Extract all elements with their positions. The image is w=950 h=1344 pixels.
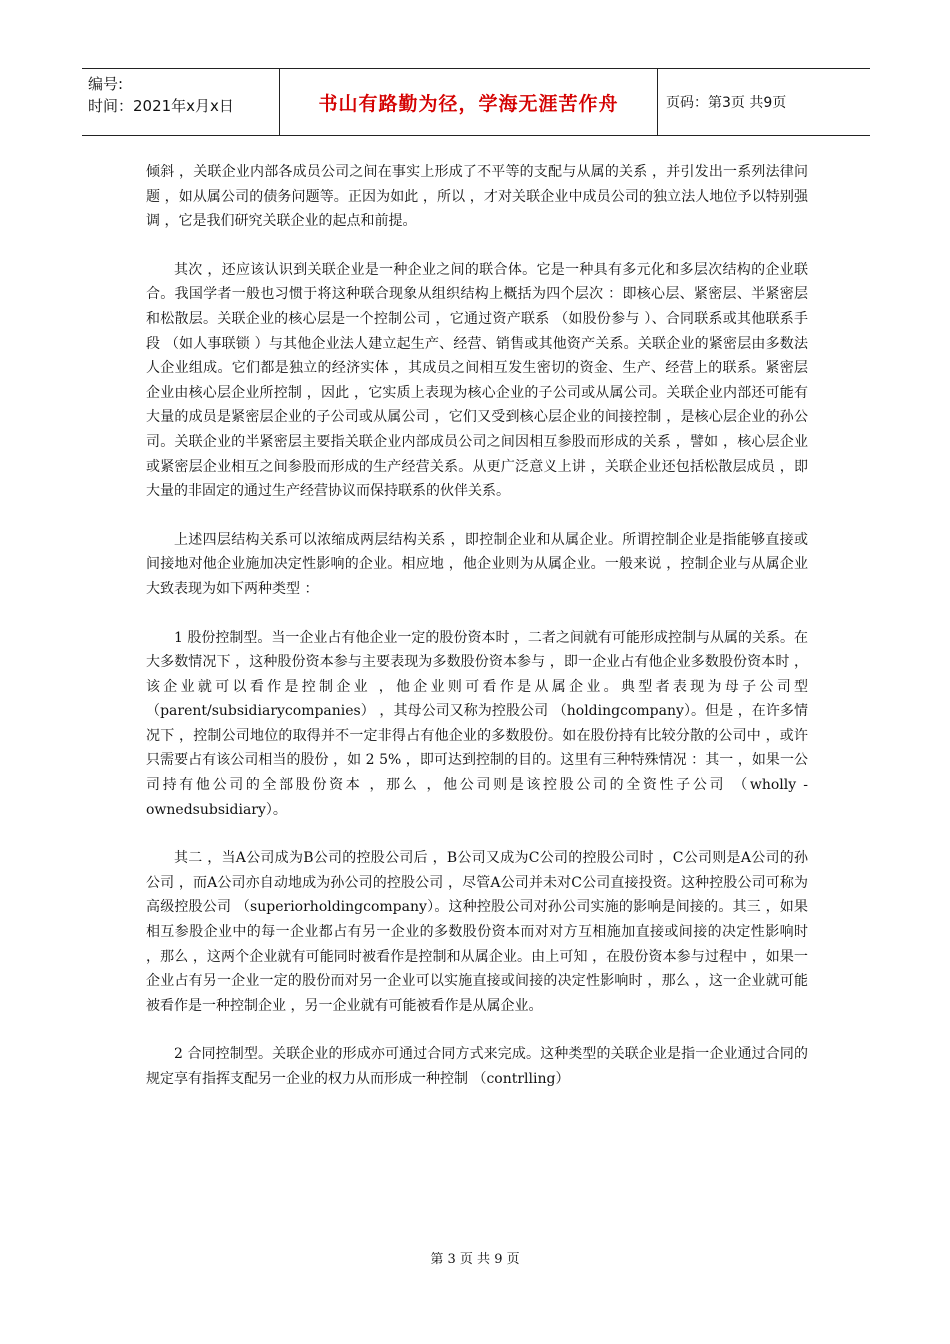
paragraph: 其二 ，当A公司成为B公司的控股公司后 ，B公司又成为C公司的控股公司时 ，C公司则是A公司的孙公司 ，而A公司亦自动地成为孙公司的控股公司 ，尽管A公司并未对C公司直接投资。这种控股公司可称为高级控股公司 （superiorholdingcompany）。这种控股公司对孙公司实施的影响是间接的。其三 ，如果相互参股企业中的每一企业都占有另一企业的多数股份资本而对对方互相施加直接或间接的决定性影响时 ，那么 ，这两个企业就有可能同时被看作是控制和从属企业。由上可知 ，在股份资本参与过程中 ，如果一企业占有另一企业一定的股份而对另一企业可以实施直接或间接的决定性影响时 ，那么 ，这一企业就可能被看作是一种控制企业 ，另一企业就有可能被看作是从属企业。 [146, 850, 808, 1014]
paragraph: 1 股份控制型。当一企业占有他企业一定的股份资本时 ，二者之间就有可能形成控制与从属的关系。在大多数情况下 ，这种股份资本参与主要表现为多数股份资本参与 ，即一企业占有他企业多数股份资本时 ，该企业就可以看作是控制企业 ，他企业则可看作是从属企业。典型者表现为母子公司型 （parent/subsidiarycompanies） ，其母公司又称为控股公司 （holdingcompany）。但是 ，在许多情况下 ，控制公司地位的取得并不一定非得占有他企业的多数股份。如在股份持有比较分散的公司中 ，或许只需要占有该公司相当的股份 ，如 2 5% ，即可达到控制的目的。这里有三种特殊情况 ：其一 ，如果一公司持有他公司的全部股份资本 ，那么 ，他公司则是该控股公司的全资性子公司 （wholly -ownedsubsidiary）。 [146, 629, 808, 818]
page-footer: 第 3 页 共 9 页 [430, 1252, 520, 1267]
paragraph-continued: 倾斜 ，关联企业内部各成员公司之间在事实上形成了不平等的支配与从属的关系 ，并引发出一系列法律问题 ，如从属公司的债务问题等。正因为如此 ，所以 ，才对关联企业中成员公司的独立法人地位予以特别强调 ，它是我们研究关联企业的起点和前提。 [146, 164, 808, 230]
page-header [82, 68, 870, 136]
header-page-info: 页码：第3页 共9页 [666, 95, 787, 111]
paragraph: 其次 ，还应该认识到关联企业是一种企业之间的联合体。它是一种具有多元化和多层次结构的企业联合。我国学者一般也习惯于将这种联合现象从组织结构上概括为四个层次 ：即核心层、紧密层、半紧密层和松散层。关联企业的核心层是一个控制公司 ，它通过资产联系 （如股份参与 ）、合同联系或其他联系手段 （如人事联锁 ）与其他企业法人建立起生产、经营、销售或其他资产关系。关联企业的紧密层由多数法人企业组成。它们都是独立的经济实体 ，其成员之间相互发生密切的资金、生产、经营上的联系。紧密层企业由核心层企业所控制 ，因此 ，它实质上表现为核心企业的子公司或从属公司。关联企业内部还可能有大量的成员是紧密层企业的子公司或从属公司 ，它们又受到核心层企业的间接控制 ，是核心层企业的孙公司。关联企业的半紧密层主要指关联企业内部成员公司之间因相互参股而形成的关系 ，譬如 ，核心层企业或紧密层企业相互之间参股而形成的生产经营关系。从更广泛意义上讲 ，关联企业还包括松散层成员 ，即大量的非固定的通过生产经营协议而保持联系的伙伴关系。 [146, 261, 808, 500]
header-meta [82, 69, 280, 135]
paragraph: 2 合同控制型。关联企业的形成亦可通过合同方式来完成。这种类型的关联企业是指一企业通过合同的规定享有指挥支配另一企业的权力从而形成一种控制 （contrlling） [146, 1046, 808, 1087]
document-time-label: 时间：2021年x月x日 [88, 97, 234, 115]
paragraph: 上述四层结构关系可以浓缩成两层结构关系 ，即控制企业和从属企业。所谓控制企业是指能够直接或间接地对他企业施加决定性影响的企业。相应地 ，他企业则为从属企业。一般来说 ，控制企业与从属企业大致表现为如下两种类型 ： [146, 531, 808, 597]
document-number-label: 编号: [88, 75, 124, 93]
header-motto: 书山有路勤为径，学海无涯苦作舟 [280, 69, 658, 135]
document-body [146, 160, 808, 1116]
